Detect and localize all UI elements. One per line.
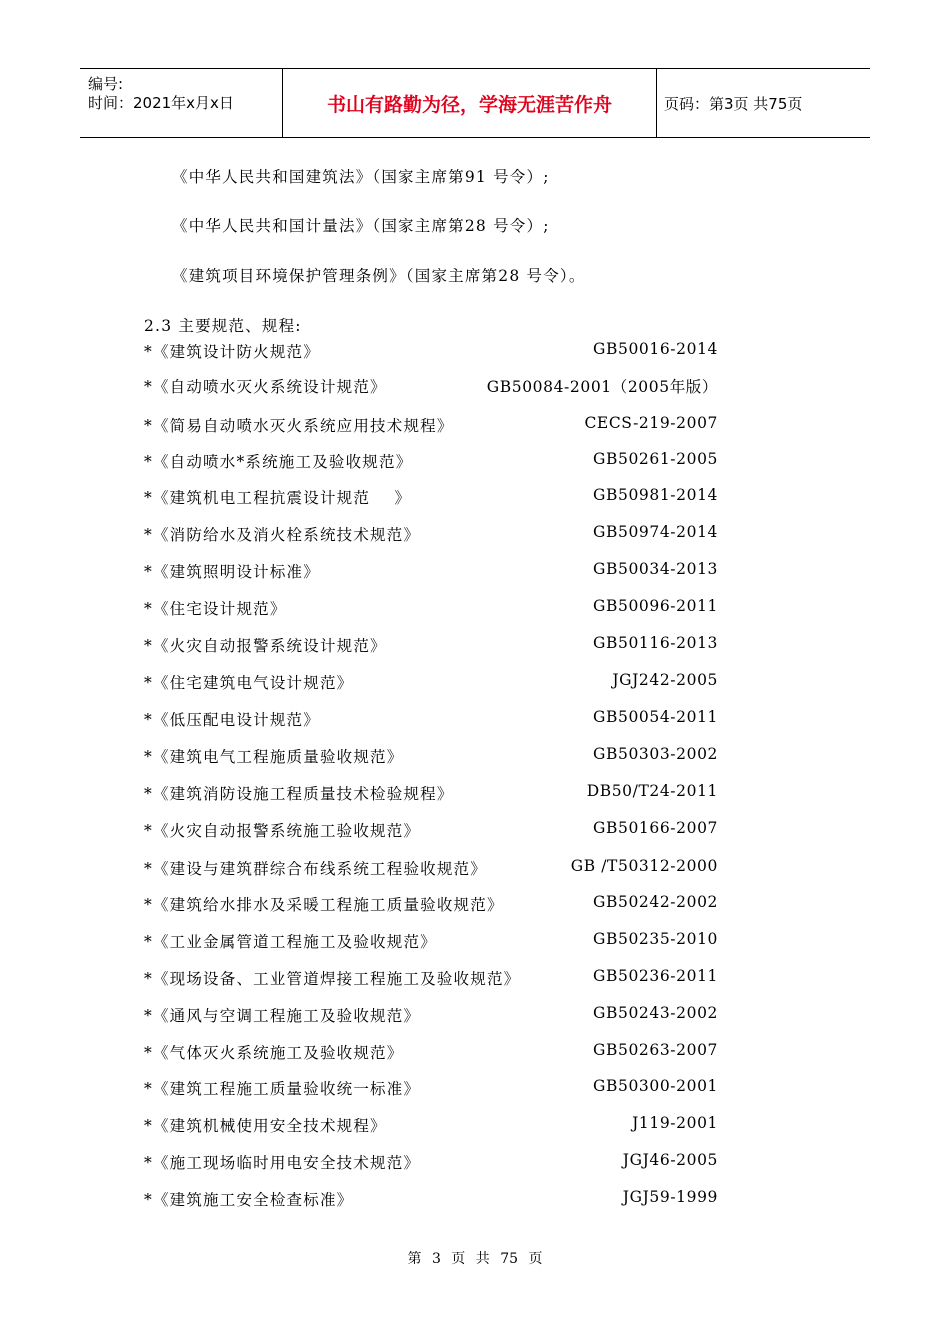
standard-code: GB50242-2002	[593, 893, 718, 911]
standard-code: GB50116-2013	[593, 634, 718, 652]
standard-name: *《建筑机电工程抗震设计规范 》	[144, 489, 412, 507]
standard-name: *《建筑设计防火规范》	[144, 343, 320, 361]
law-item: 《中华人民共和国计量法》（国家主席第28 号令）;	[172, 217, 550, 235]
standard-name: *《火灾自动报警系统施工验收规范》	[144, 822, 421, 840]
standard-name: *《建筑施工安全检查标准》	[144, 1191, 354, 1209]
standard-code: JGJ242-2005	[612, 671, 718, 689]
standard-name: *《住宅设计规范》	[144, 600, 287, 618]
standard-name: *《低压配电设计规范》	[144, 711, 320, 729]
section-title: 2.3 主要规范、规程:	[144, 317, 302, 335]
standard-code: GB50034-2013	[593, 560, 718, 578]
standard-code: GB50054-2011	[593, 708, 718, 726]
standard-name: *《建筑消防设施工程质量技术检验规程》	[144, 785, 454, 803]
standard-name: *《建筑给水排水及采暖工程施工质量验收规范》	[144, 896, 504, 914]
standard-name: *《简易自动喷水灭火系统应用技术规程》	[144, 417, 454, 435]
standard-code: GB /T50312-2000	[570, 857, 718, 875]
page-header	[80, 68, 870, 138]
standard-code: J119-2001	[632, 1114, 718, 1132]
standard-name: *《建设与建筑群综合布线系统工程验收规范》	[144, 860, 487, 878]
standard-name: *《施工现场临时用电安全技术规范》	[144, 1154, 421, 1172]
law-item: 《建筑项目环境保护管理条例》（国家主席第28 号令）。	[172, 267, 586, 285]
standard-code: GB50261-2005	[593, 450, 718, 468]
standard-code: GB50300-2001	[593, 1077, 718, 1095]
standard-code: GB50243-2002	[593, 1004, 718, 1022]
standard-code: GB50096-2011	[593, 597, 718, 615]
standard-name: *《住宅建筑电气设计规范》	[144, 674, 354, 692]
standard-code: GB50235-2010	[593, 930, 718, 948]
standard-code: GB50236-2011	[593, 967, 718, 985]
standard-code: DB50/T24-2011	[586, 782, 718, 800]
standard-name: *《现场设备、工业管道焊接工程施工及验收规范》	[144, 970, 521, 988]
standard-name: *《建筑机械使用安全技术规程》	[144, 1117, 387, 1135]
page-footer: 第 3 页 共 75 页	[407, 1251, 543, 1267]
standard-name: *《消防给水及消火栓系统技术规范》	[144, 526, 421, 544]
law-item: 《中华人民共和国建筑法》（国家主席第91 号令）;	[172, 168, 550, 186]
header-meta	[80, 69, 283, 137]
standard-code: GB50263-2007	[593, 1041, 718, 1059]
standard-code: GB50981-2014	[593, 486, 718, 504]
standard-name: *《建筑工程施工质量验收统一标准》	[144, 1080, 421, 1098]
standard-name: *《通风与空调工程施工及验收规范》	[144, 1007, 421, 1025]
standard-name: *《工业金属管道工程施工及验收规范》	[144, 933, 437, 951]
standard-code: GB50974-2014	[593, 523, 718, 541]
standard-code: GB50303-2002	[593, 745, 718, 763]
standard-name: *《火灾自动报警系统设计规范》	[144, 637, 387, 655]
standard-name: *《建筑照明设计标准》	[144, 563, 320, 581]
doc-time-label: 时间：2021年x月x日	[88, 94, 234, 112]
standard-name: *《自动喷水*系统施工及验收规范》	[144, 453, 413, 471]
standard-code: JGJ46-2005	[622, 1151, 718, 1169]
standard-name: *《建筑电气工程施质量验收规范》	[144, 748, 404, 766]
standard-name: *《气体灭火系统施工及验收规范》	[144, 1044, 404, 1062]
header-motto: 书山有路勤为径，学海无涯苦作舟	[283, 69, 657, 137]
standard-code: GB50016-2014	[593, 340, 718, 358]
standard-name: *《自动喷水灭火系统设计规范》	[144, 378, 387, 396]
standard-code: JGJ59-1999	[622, 1188, 718, 1206]
standard-code: CECS-219-2007	[584, 414, 718, 432]
header-page-info: 页码：第3页 共75页	[664, 94, 803, 113]
standard-code: GB50084-2001（2005年版）	[486, 378, 718, 396]
standard-code: GB50166-2007	[593, 819, 718, 837]
doc-number-label: 编号:	[88, 75, 124, 93]
